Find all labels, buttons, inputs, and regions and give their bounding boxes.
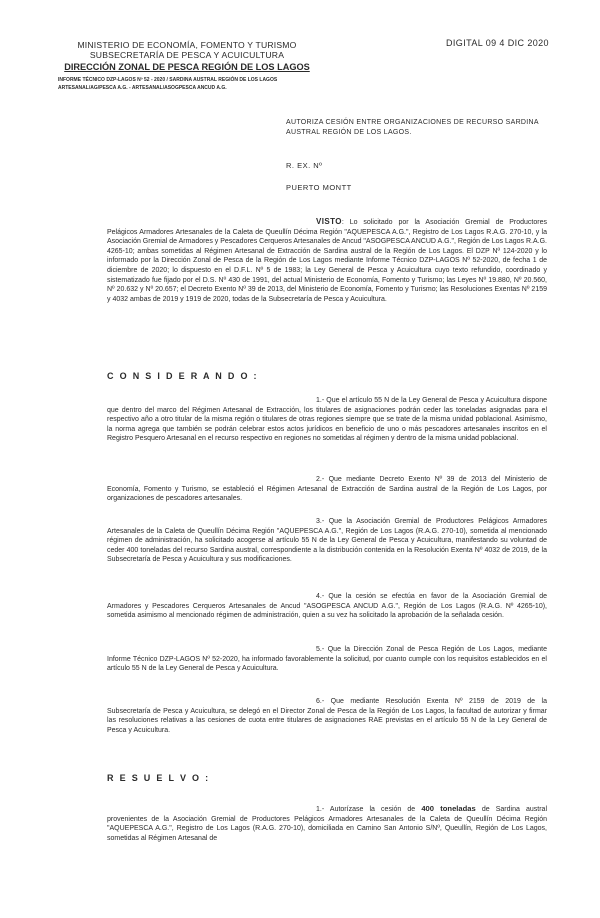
visto-paragraph — [107, 217, 547, 304]
resuelvo-item-1-text: de Sardina austral provenientes de la Asociación Gremial de Productores Pelágicos Armadores Artesanales de la Caleta de Queullín Décima Región "AQUEPESCA A.G.", Registro de Los Lagos (R.A.G. 270-10), domiciliada en Camino San Antonio S/Nº, Queullín, Región de Los Lagos, sometidas al Régimen Artesanal de — [107, 806, 547, 842]
considerando-item-2: 2.- Que mediante Decreto Exento Nº 39 de 2013 del Ministerio de Economía, Fomento y Turismo, se estableció el Régimen Artesanal de Extracción de Sardina austral de la Región de Los Lagos, por organizaciones de pescadores artesanales. — [107, 476, 547, 503]
visto-lead: VISTO — [316, 217, 342, 226]
resuelvo-item-1-quantity: 400 toneladas — [421, 804, 476, 813]
considerando-item-1: 1.- Que el artículo 55 N de la Ley General de Pesca y Acuicultura dispone que dentro del marco del Régimen Artesanal de Extracción, los titulares de asignaciones podrán ceder las toneladas asignadas para el respectivo año a otro titular de la misma región o titulares de otras regiones siempre que se trate de la misma unidad poblacional. Asimismo, la norma agrega que también se podrán celebrar estos actos jurídicos en beneficio de uno o más pescadores artesanales inscritos en el Registro Pesquero Artesanal en el recurso respectivo en regiones no sometidas al régimen y dentro de la misma unidad poblacional. — [107, 397, 547, 443]
visto-text: : Lo solicitado por la Asociación Gremial de Productores Pelágicos Armadores Artesanales de la Caleta de Queullín Décima Región "AQUEPESCA A.G.", Registro de Los Lagos R.A.G. 270-10, y la Asociación Gremial de Armadores y Pescadores Cerqueros Artesanales de Ancud "ASOGPESCA ANCUD A.G.", Región de Los Lagos R.A.G. 4265-10; ambas sometidas al Régimen Artesanal de Extracción de Sardina austral de la Región de Los Lagos. El DZP Nº 124-2020 y lo informado por la Dirección Zonal de Pesca de la Región de Los Lagos mediante Informe Técnico DZP-LAGOS Nº 52-2020, de fecha 1 de diciembre de 2020; lo dispuesto en el D.F.L. Nº 5 de 1983; la Ley General de Pesca y Acuicultura cuyo texto refundido, coordinado y sistematizado fue fijado por el D.S. Nº 430 de 1991, del actual Ministerio de Economía, Fomento y Turismo; las Leyes Nº 19.880, Nº 20.560, Nº 20.632 y Nº 20.657; el Decreto Exento Nº 39 de 2013, del Ministerio de Economía, Fomento y Turismo; las Resoluciones Exentas Nº 2159 y 4032 ambas de 2019 y 1919 de 2020, todas de la Subsecretaría de Pesca y Acuicultura. — [107, 219, 547, 303]
considerando-heading: C O N S I D E R A N D O : — [107, 371, 259, 381]
direction-name: DIRECCIÓN ZONAL DE PESCA REGIÓN DE LOS LAGOS — [64, 62, 310, 72]
considerando-item-3: 3.- Que la Asociación Gremial de Productores Pelágicos Armadores Artesanales de la Caleta de Queullín Décima Región "AQUEPESCA A.G.", Región de Los Lagos (R.A.G. 270-10), sometida al mencionado régimen de administración, ha solicitado acogerse al artículo 55 N de la Ley General de Pesca y Acuicultura, manifestando su voluntad de ceder 400 toneladas del recurso Sardina austral, correspondiente a la distribución contenida en la Resolución Exenta Nº 4032 de 2019, de la Subsecretaría de Pesca y Acuicultura y sus modificaciones. — [107, 518, 547, 564]
letterhead — [58, 40, 362, 92]
resuelvo-item-1 — [107, 804, 547, 843]
considerando-item-6: 6.- Que mediante Resolución Exenta Nº 2159 de 2019 de la Subsecretaría de Pesca y Acuicultura, se delegó en el Director Zonal de Pesca de la Región de Los Lagos, la facultad de autorizar y firmar las resoluciones relativas a las cesiones de cuota entre titulares de asignaciones RAE previstas en el artículo 55 N de la Ley General de Pesca y Acuicultura. — [107, 698, 547, 734]
resolution-number: R. EX. Nº — [286, 161, 323, 170]
reference-line-2: ARTESANAL/AG/PESCA A.G. - ARTESANAL/ASOGPESCA ANCUD A.G. — [58, 85, 227, 91]
ministry-name: MINISTERIO DE ECONOMÍA, FOMENTO Y TURISMO — [77, 40, 297, 50]
resuelvo-item-1-prefix: 1.- Autorízase la cesión de — [316, 806, 422, 813]
city-line: PUERTO MONTT — [286, 183, 352, 192]
reference-line-1: INFORME TÉCNICO DZP-LAGOS Nº 52 - 2020 / SARDINA AUSTRAL REGIÓN DE LOS LAGOS — [58, 77, 278, 83]
resuelvo-heading: R E S U E L V O : — [107, 773, 210, 783]
resolution-subject: AUTORIZA CESIÓN ENTRE ORGANIZACIONES DE RECURSO SARDINA AUSTRAL REGIÓN DE LOS LAGOS. — [286, 119, 539, 136]
considerando-item-4: 4.- Que la cesión se efectúa en favor de la Asociación Gremial de Armadores y Pescadores Cerqueros Artesanales de Ancud "ASOGPESCA ANCUD A.G.", Región de Los Lagos (R.A.G. Nº 4265-10), sometida asimismo al mencionado régimen de administración, quien a su vez ha solicitado la aprobación de la señalada cesión. — [107, 593, 547, 620]
date-stamp: DIGITAL 09 4 DIC 2020 — [446, 38, 549, 48]
considerando-item-5: 5.- Que la Dirección Zonal de Pesca Región de Los Lagos, mediante Informe Técnico DZP-LAGOS Nº 52-2020, ha informado favorablemente la solicitud, por cuanto cumple con los requisitos establecidos en el artículo 55 N de la Ley General de Pesca y Acuicultura. — [107, 646, 547, 673]
undersecretary-name: SUBSECRETARÍA DE PESCA Y ACUICULTURA — [89, 50, 285, 60]
